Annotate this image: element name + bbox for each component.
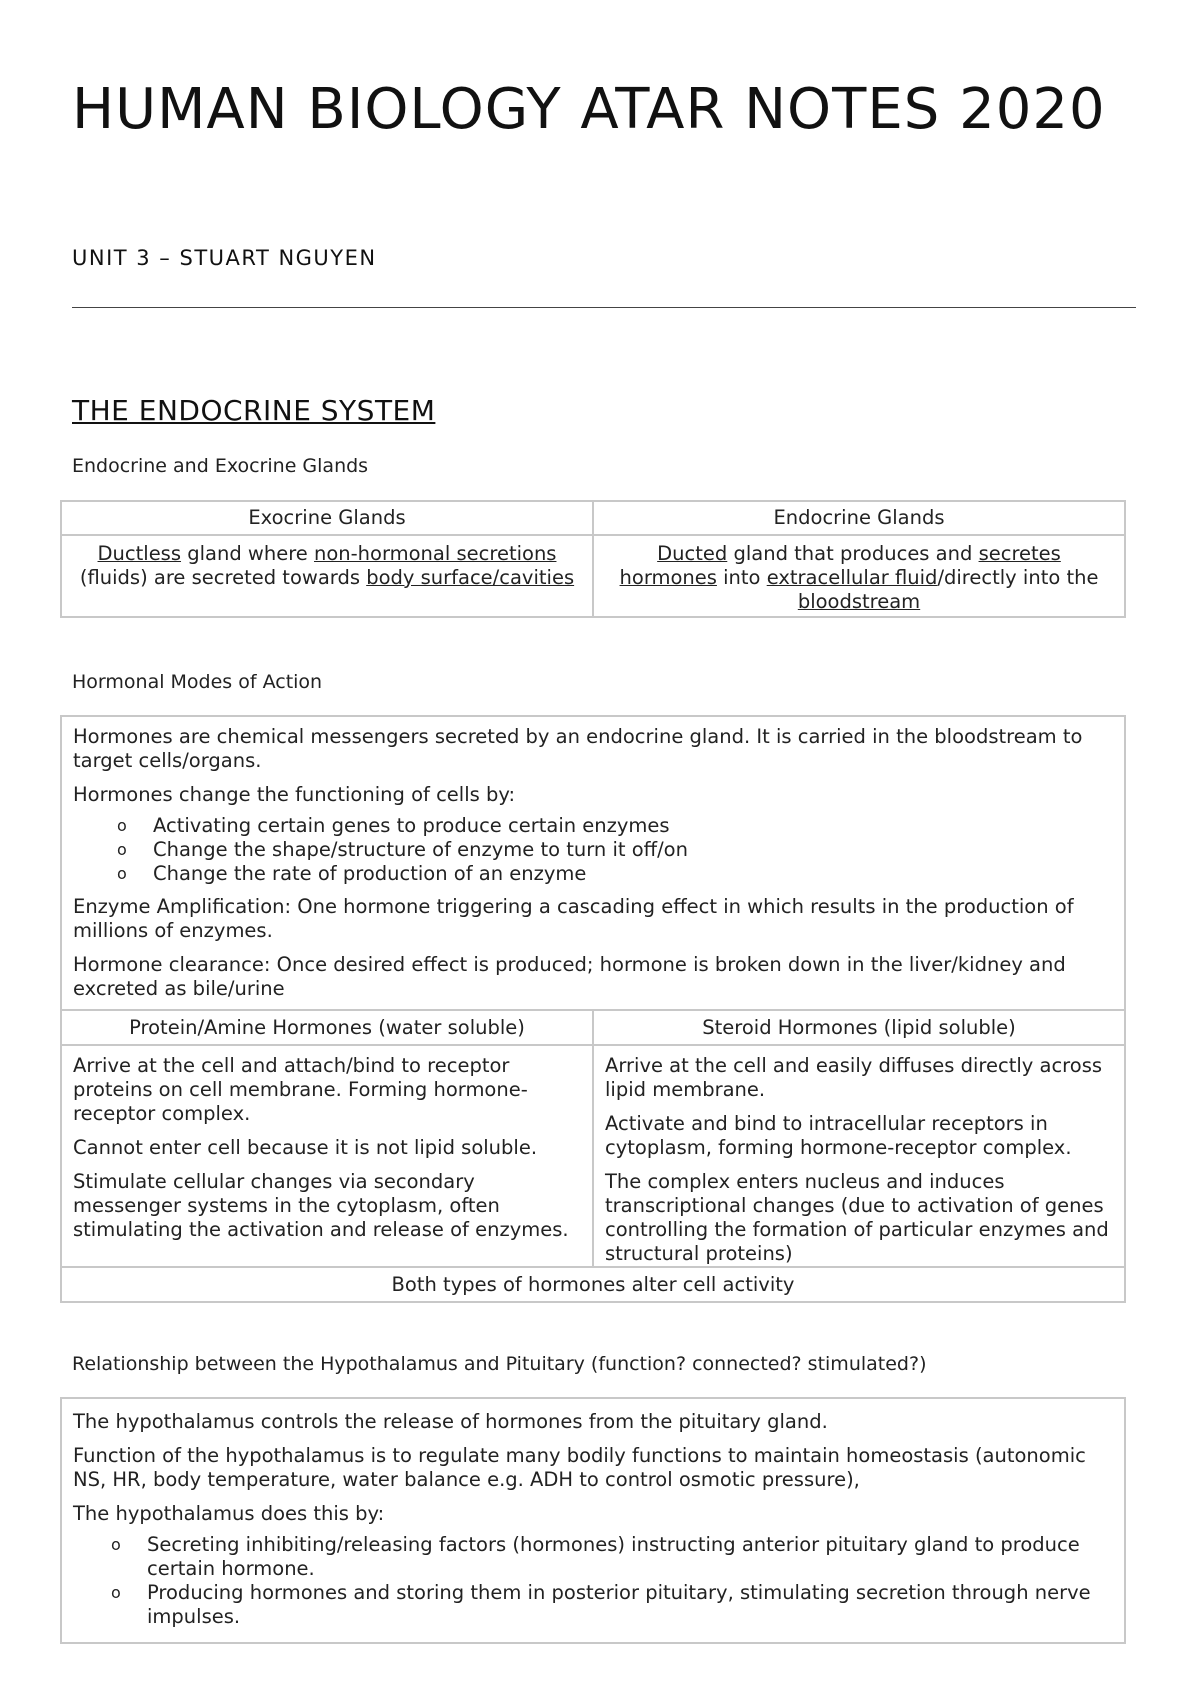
protein-text: Arrive at the cell and attach/bind to receptor proteins on cell membrane. Forming hormone-receptor complex. [73,1054,528,1125]
endocrine-description [593,535,1125,617]
steroid-text: The complex enters nucleus and induces transcriptional changes (due to activation of genes controlling the formation of particular enzymes and structural proteins) [605,1170,1109,1265]
endocrine-text: into [716,566,767,589]
endocrine-term-secretes: secretes hormones [619,542,1061,589]
amplification-text: Enzyme Amplification: One hormone triggering a cascading effect in which results in the production of millions of enzymes. [73,895,1074,942]
bullet-icon: o [117,864,127,883]
exocrine-term-ductless: Ductless [97,542,182,565]
modes-intro-text: Hormones change the functioning of cells by: [73,783,516,806]
glands-heading: Endocrine and Exocrine Glands [72,455,369,477]
list-item-text: Change the shape/structure of enzyme to turn it off/on [153,838,688,861]
bullet-icon: o [117,840,127,859]
list-item [73,862,1114,886]
clearance-text: Hormone clearance: Once desired effect is produced; hormone is broken down in the liver/kidney and excreted as bile/urine [73,953,1066,1000]
bullet-icon: o [111,1583,121,1602]
list-item [73,814,1114,838]
endocrine-term-ecf: extracellular fluid [766,566,938,589]
glands-table [60,500,1126,618]
modes-heading: Hormonal Modes of Action [72,671,323,693]
hypothalamus-cell [61,1398,1125,1643]
steroid-text: Arrive at the cell and easily diffuses directly across lipid membrane. [605,1054,1103,1101]
modes-intro-text: Hormones are chemical messengers secreted by an endocrine gland. It is carried in the bloodstream to target cells/organs. [73,725,1083,772]
list-item-text: Secreting inhibiting/releasing factors (hormones) instructing anterior pituitary gland to produce certain hormone. [147,1533,1080,1580]
endocrine-text: gland that produces and [727,542,979,565]
hypothalamus-table [60,1397,1126,1644]
horizontal-rule [72,307,1136,308]
list-item [73,838,1114,862]
list-item-text: Activating certain genes to produce certain enzymes [153,814,670,837]
page-subtitle: UNIT 3 – STUART NGUYEN [72,246,377,270]
page-title: HUMAN BIOLOGY ATAR NOTES 2020 [72,77,1106,142]
list-item [73,1581,1114,1629]
modes-footer: Both types of hormones alter cell activity [61,1267,1125,1302]
modes-table [60,715,1126,1303]
steroid-cell [593,1045,1125,1267]
hypothalamus-heading: Relationship between the Hypothalamus and Pituitary (function? connected? stimulated?) [72,1353,927,1375]
protein-cell [61,1045,593,1267]
exocrine-header: Exocrine Glands [61,501,593,535]
endocrine-term-ducted: Ducted [657,542,728,565]
protein-text: Stimulate cellular changes via secondary messenger systems in the cytoplasm, often stimulating the activation and release of enzymes. [73,1170,569,1241]
exocrine-text: gland where [181,542,314,565]
list-item-text: Change the rate of production of an enzyme [153,862,587,885]
protein-text: Cannot enter cell because it is not lipid soluble. [73,1136,538,1159]
modes-intro-cell [61,716,1125,1010]
hypothalamus-text: Function of the hypothalamus is to regulate many bodily functions to maintain homeostasis (autonomic NS, HR, body temperature, water balance e.g. ADH to control osmotic pressure), [73,1444,1086,1491]
bullet-icon: o [111,1535,121,1554]
steroid-text: Activate and bind to intracellular receptors in cytoplasm, forming hormone-receptor complex. [605,1112,1072,1159]
modes-bullet-list [73,814,1114,886]
hypothalamus-text: The hypothalamus controls the release of hormones from the pituitary gland. [73,1410,828,1433]
exocrine-term-surface: body surface/cavities [366,566,575,589]
exocrine-text: (fluids) are secreted towards [79,566,367,589]
bullet-icon: o [117,816,127,835]
list-item [73,1533,1114,1581]
steroid-header: Steroid Hormones (lipid soluble) [593,1010,1125,1045]
section-title: THE ENDOCRINE SYSTEM [72,394,436,427]
exocrine-description [61,535,593,617]
protein-header: Protein/Amine Hormones (water soluble) [61,1010,593,1045]
hypothalamus-bullet-list [73,1533,1114,1629]
list-item-text: Producing hormones and storing them in posterior pituitary, stimulating secretion through nerve impulses. [147,1581,1091,1628]
endocrine-header: Endocrine Glands [593,501,1125,535]
endocrine-text: /directly into the [937,566,1099,589]
hypothalamus-text: The hypothalamus does this by: [73,1502,385,1525]
endocrine-term-bloodstream: bloodstream [797,590,921,613]
exocrine-term-secretions: non-hormonal secretions [313,542,557,565]
